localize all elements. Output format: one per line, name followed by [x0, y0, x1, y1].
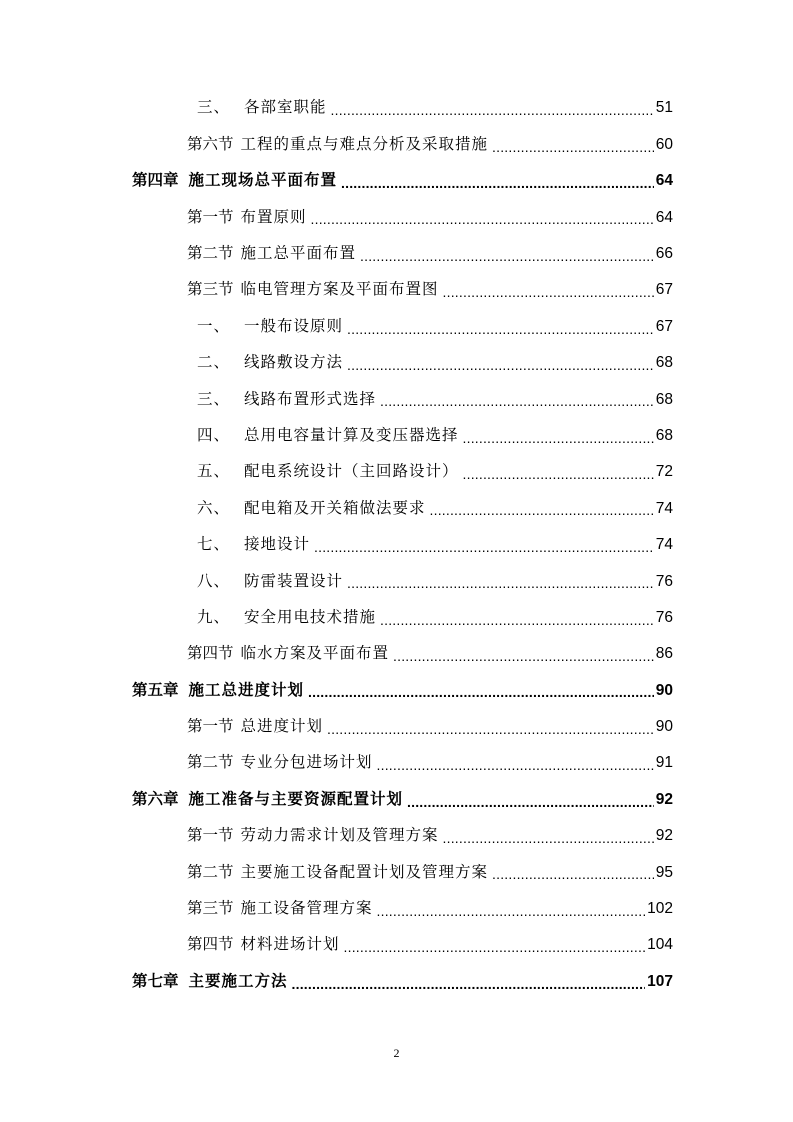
toc-dot-leader — [314, 539, 654, 555]
toc-entry-title: 总进度计划 — [240, 717, 324, 736]
toc-entry-item[interactable] — [0, 381, 793, 417]
toc-entry-number: 第四节 — [187, 644, 234, 663]
toc-entry-page-number: 60 — [655, 135, 673, 153]
toc-entry-title: 布置原则 — [240, 207, 307, 226]
toc-entry-chapter[interactable] — [0, 963, 793, 999]
toc-entry-page-number: 86 — [655, 645, 673, 663]
toc-entry-title: 防雷装置设计 — [244, 571, 344, 590]
toc-entry-page-number: 68 — [655, 390, 673, 408]
table-of-contents — [0, 90, 793, 1000]
toc-dot-leader — [347, 575, 654, 591]
toc-entry-number: 三、 — [197, 98, 231, 117]
toc-entry-page-number: 64 — [655, 172, 673, 190]
toc-entry-title: 一般布设原则 — [244, 316, 344, 335]
toc-entry-page-number: 67 — [655, 317, 673, 335]
toc-entry-number: 第一节 — [187, 207, 234, 226]
toc-entry-page-number: 102 — [647, 900, 673, 918]
toc-entry-title: 安全用电技术措施 — [244, 607, 377, 626]
toc-dot-leader — [377, 757, 654, 773]
toc-entry-page-number: 91 — [655, 754, 673, 772]
toc-entry-number: 三、 — [197, 389, 231, 408]
toc-entry-number: 一、 — [197, 316, 231, 335]
toc-dot-leader — [344, 939, 646, 955]
toc-entry-page-number: 66 — [655, 245, 673, 262]
toc-entry-item[interactable] — [0, 490, 793, 526]
toc-entry-title: 临电管理方案及平面布置图 — [240, 280, 439, 299]
toc-entry-number: 第二节 — [187, 244, 234, 262]
toc-entry-title: 接地设计 — [244, 535, 311, 554]
toc-entry-section[interactable] — [0, 126, 793, 162]
toc-entry-title: 专业分包进场计划 — [240, 753, 373, 772]
toc-entry-number: 第三节 — [187, 280, 234, 299]
toc-dot-leader — [430, 502, 654, 518]
toc-entry-number: 四、 — [197, 425, 231, 444]
toc-dot-leader — [443, 284, 654, 300]
toc-entry-number: 九、 — [197, 607, 231, 626]
toc-dot-leader — [347, 357, 654, 373]
toc-entry-page-number: 95 — [655, 863, 673, 881]
toc-dot-leader — [463, 466, 654, 482]
toc-entry-page-number: 64 — [655, 208, 673, 226]
toc-entry-title: 劳动力需求计划及管理方案 — [240, 826, 439, 845]
toc-entry-title: 主要施工方法 — [188, 971, 288, 990]
toc-entry-number: 第五章 — [132, 680, 179, 699]
toc-entry-section[interactable] — [0, 854, 793, 890]
toc-dot-leader — [380, 393, 654, 409]
toc-entry-number: 六、 — [197, 498, 231, 517]
toc-entry-title: 施工总平面布置 — [240, 244, 357, 262]
toc-entry-number: 第六节 — [187, 134, 234, 153]
toc-dot-leader — [292, 976, 646, 992]
toc-entry-item[interactable] — [0, 599, 793, 635]
toc-entry-section[interactable] — [0, 745, 793, 781]
toc-entry-title: 施工总进度计划 — [188, 680, 305, 699]
toc-entry-number: 第三节 — [187, 899, 234, 918]
toc-entry-section[interactable] — [0, 236, 793, 272]
toc-entry-item[interactable] — [0, 454, 793, 490]
toc-entry-page-number: 76 — [655, 608, 673, 626]
toc-entry-section[interactable] — [0, 927, 793, 963]
toc-dot-leader — [463, 430, 654, 446]
toc-entry-number: 五、 — [197, 462, 231, 481]
toc-dot-leader — [308, 684, 654, 700]
toc-entry-title: 总用电容量计算及变压器选择 — [244, 425, 459, 444]
toc-entry-section[interactable] — [0, 199, 793, 235]
toc-entry-page-number: 92 — [655, 790, 673, 808]
toc-entry-item[interactable] — [0, 418, 793, 454]
toc-entry-page-number: 90 — [655, 718, 673, 736]
toc-entry-section[interactable] — [0, 636, 793, 672]
toc-entry-item[interactable] — [0, 345, 793, 381]
toc-entry-page-number: 92 — [655, 827, 673, 845]
toc-entry-page-number: 104 — [647, 936, 673, 954]
toc-entry-number: 第一节 — [187, 826, 234, 845]
toc-entry-item[interactable] — [0, 90, 793, 126]
toc-entry-page-number: 76 — [655, 572, 673, 590]
toc-entry-chapter[interactable] — [0, 672, 793, 708]
toc-entry-title: 施工准备与主要资源配置计划 — [188, 789, 404, 808]
toc-dot-leader — [380, 612, 654, 628]
toc-entry-title: 配电箱及开关箱做法要求 — [244, 498, 426, 517]
toc-entry-page-number: 72 — [655, 463, 673, 481]
toc-entry-section[interactable] — [0, 891, 793, 927]
toc-dot-leader — [341, 175, 654, 191]
toc-entry-number: 八、 — [197, 571, 231, 590]
toc-dot-leader — [377, 903, 646, 919]
toc-dot-leader — [347, 321, 654, 337]
toc-dot-leader — [492, 866, 654, 882]
toc-dot-leader — [311, 211, 654, 227]
toc-entry-page-number: 74 — [655, 536, 673, 554]
toc-entry-item[interactable] — [0, 563, 793, 599]
toc-entry-section[interactable] — [0, 709, 793, 745]
toc-entry-chapter[interactable] — [0, 781, 793, 817]
toc-entry-item[interactable] — [0, 527, 793, 563]
toc-dot-leader — [327, 721, 654, 737]
toc-entry-chapter[interactable] — [0, 163, 793, 199]
toc-entry-number: 第二节 — [187, 753, 234, 772]
toc-entry-page-number: 68 — [655, 354, 673, 372]
toc-dot-leader — [443, 830, 654, 846]
toc-entry-title: 线路敷设方法 — [244, 353, 344, 372]
toc-dot-leader — [393, 648, 654, 664]
toc-entry-page-number: 67 — [655, 281, 673, 299]
toc-entry-number: 第四章 — [132, 171, 179, 190]
toc-entry-title: 工程的重点与难点分析及采取措施 — [240, 134, 489, 153]
toc-entry-page-number: 107 — [647, 972, 673, 990]
toc-entry-page-number: 51 — [655, 99, 673, 117]
toc-entry-title: 各部室职能 — [244, 98, 327, 117]
toc-entry-page-number: 74 — [655, 499, 673, 517]
toc-entry-number: 第一节 — [187, 717, 234, 736]
toc-entry-page-number: 68 — [655, 426, 673, 444]
toc-entry-item[interactable] — [0, 308, 793, 344]
toc-entry-number: 二、 — [197, 353, 231, 372]
toc-dot-leader — [407, 794, 654, 810]
toc-entry-title: 施工现场总平面布置 — [188, 171, 338, 190]
toc-entry-number: 七、 — [197, 535, 231, 554]
toc-dot-leader — [360, 248, 654, 264]
toc-entry-page-number: 90 — [655, 681, 673, 699]
toc-entry-number: 第二节 — [187, 862, 234, 881]
page-number: 2 — [393, 1046, 400, 1060]
toc-entry-title: 材料进场计划 — [240, 935, 340, 954]
toc-entry-title: 施工设备管理方案 — [240, 899, 373, 918]
toc-entry-section[interactable] — [0, 818, 793, 854]
toc-entry-title: 主要施工设备配置计划及管理方案 — [240, 862, 489, 881]
toc-entry-title: 临水方案及平面布置 — [240, 644, 390, 663]
toc-entry-number: 第七章 — [132, 971, 179, 990]
toc-dot-leader — [331, 102, 654, 118]
toc-dot-leader — [492, 139, 654, 155]
toc-entry-title: 线路布置形式选择 — [244, 389, 377, 408]
toc-entry-number: 第四节 — [187, 935, 234, 954]
toc-entry-section[interactable] — [0, 272, 793, 308]
toc-entry-title: 配电系统设计（主回路设计） — [244, 462, 459, 481]
toc-entry-number: 第六章 — [132, 789, 179, 808]
